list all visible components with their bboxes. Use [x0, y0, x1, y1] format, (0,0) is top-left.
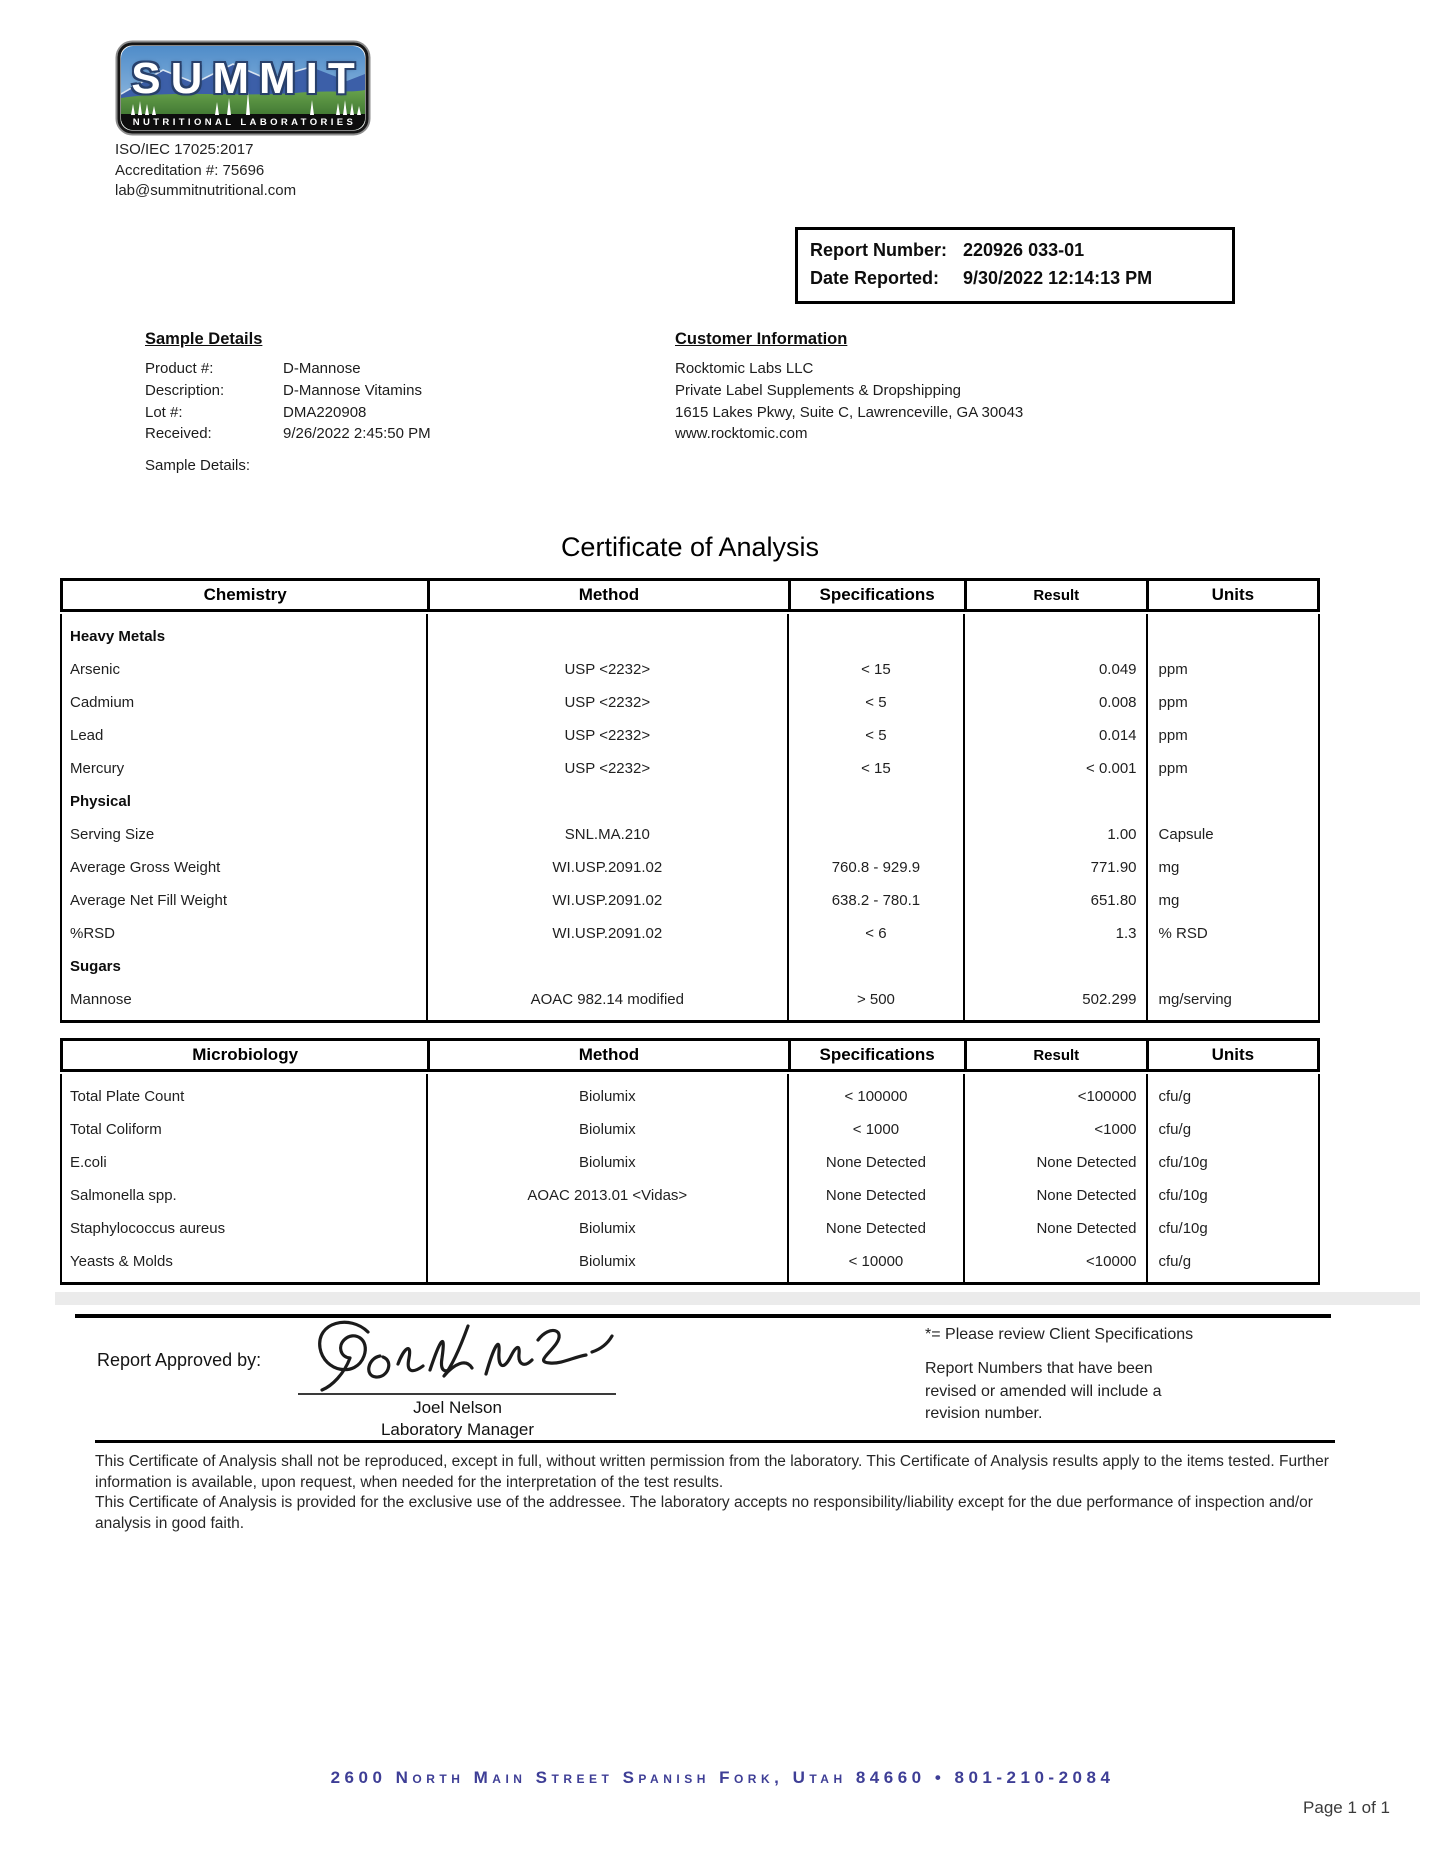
disclaimer-paragraph-2: This Certificate of Analysis is provided for the exclusive use of the addressee. The laboratory accepts no responsibility/liability except for the due performance of inspection and/or analysis in good faith.: [95, 1494, 1313, 1532]
customer-information-section: [675, 330, 1023, 445]
table-row: [62, 851, 1318, 884]
lot-label: Lot #:: [145, 403, 183, 421]
column-divider: [426, 614, 428, 1020]
cell-result: None Detected: [1036, 1154, 1137, 1171]
table-row: [62, 1080, 1318, 1113]
cell-name: Staphylococcus aureus: [70, 1220, 226, 1237]
accreditation-number: Accreditation #: 75696: [115, 161, 265, 179]
cell-name: %RSD: [70, 925, 116, 942]
lab-address-footer: 2600 North Main Street Spanish Fork, Utah 84660 • 801-210-2084: [330, 1768, 1115, 1787]
table-row: [62, 719, 1318, 752]
received-row: [145, 423, 431, 445]
cell-units: cfu/10g: [1158, 1154, 1208, 1171]
method-header-cell: Method: [427, 1041, 787, 1069]
cell-method: USP <2232>: [564, 727, 651, 744]
divider-rule-bottom: [95, 1440, 1335, 1443]
approver-name: Joel Nelson: [413, 1398, 502, 1417]
column-divider: [1146, 614, 1148, 1020]
table-row: [62, 983, 1318, 1016]
table-row: [62, 653, 1318, 686]
column-divider: [787, 614, 789, 1020]
product-label: Product #:: [145, 360, 214, 377]
cell-name: Heavy Metals: [70, 628, 166, 645]
cell-method: WI.USP.2091.02: [552, 859, 663, 876]
cell-name: Total Plate Count: [70, 1088, 185, 1105]
cell-result: 771.90: [1090, 859, 1137, 876]
cell-spec: < 15: [861, 661, 891, 678]
description-label: Description:: [145, 381, 225, 399]
cell-result: 0.049: [1098, 661, 1137, 678]
cell-spec: 638.2 - 780.1: [831, 892, 921, 909]
units-header-cell: Units: [1146, 581, 1317, 609]
logo-tagline: NUTRITIONAL LABORATORIES: [132, 117, 357, 128]
cell-result: 502.299: [1082, 991, 1137, 1008]
product-row: [145, 358, 431, 380]
cell-units: cfu/g: [1158, 1088, 1192, 1105]
cell-units: cfu/g: [1158, 1253, 1192, 1270]
cell-spec: < 5: [865, 727, 887, 744]
cell-name: Lead: [70, 727, 104, 744]
logo-wordmark: SUMMIT: [131, 54, 365, 103]
cell-result: 1.3: [1115, 925, 1137, 942]
date-reported-label: Date Reported:: [810, 267, 940, 288]
customer-tagline: Private Label Supplements & Dropshipping: [675, 381, 962, 399]
column-divider: [1146, 1074, 1148, 1282]
cell-name: E.coli: [70, 1154, 107, 1171]
cell-method: WI.USP.2091.02: [552, 892, 663, 909]
cell-result: <10000: [1086, 1253, 1137, 1270]
cell-units: ppm: [1158, 694, 1188, 711]
table-row: [62, 1146, 1318, 1179]
cell-units: ppm: [1158, 661, 1188, 678]
cell-spec: < 5: [865, 694, 887, 711]
column-divider: [963, 614, 965, 1020]
cell-spec: < 15: [861, 760, 891, 777]
cell-name: Salmonella spp.: [70, 1187, 177, 1204]
page-indicator: Page 1 of 1: [1303, 1798, 1390, 1817]
table-section-row: [62, 620, 1318, 653]
cell-method: Biolumix: [578, 1088, 636, 1105]
result-header-cell: Result: [964, 581, 1146, 609]
cell-method: Biolumix: [578, 1253, 636, 1270]
report-approved-label: Report Approved by:: [97, 1350, 262, 1370]
cell-result: 651.80: [1090, 892, 1137, 909]
lab-email: lab@summitnutritional.com: [115, 182, 297, 200]
description-value: D-Mannose Vitamins: [283, 381, 422, 399]
cell-name: Total Coliform: [70, 1121, 162, 1138]
cell-result: <1000: [1094, 1121, 1137, 1138]
date-reported-value: 9/30/2022 12:14:13 PM: [963, 267, 1153, 288]
cell-spec: < 1000: [852, 1121, 900, 1138]
cell-spec: None Detected: [825, 1220, 926, 1237]
customer-address: 1615 Lakes Pkwy, Suite C, Lawrenceville, GA 30043: [675, 403, 1024, 421]
cell-name: Mercury: [70, 760, 125, 777]
date-reported-row: [810, 265, 1220, 293]
cell-spec: > 500: [856, 991, 895, 1008]
cell-name: Serving Size: [70, 826, 155, 843]
table-row: [62, 1245, 1318, 1278]
cell-name: Physical: [70, 793, 131, 810]
sample-details-extra-label: Sample Details:: [145, 457, 251, 474]
cell-name: Average Net Fill Weight: [70, 892, 228, 909]
accreditation-block: [115, 140, 296, 202]
specifications-header-cell: Specifications: [788, 581, 964, 609]
table-row: [62, 1212, 1318, 1245]
lot-row: [145, 402, 431, 424]
report-number-value: 220926 033-01: [963, 240, 1085, 260]
chemistry-header-cell: Chemistry: [203, 585, 287, 604]
table-section-row: [62, 950, 1318, 983]
client-spec-note: *= Please review Client Specifications: [925, 1326, 1194, 1343]
cell-units: cfu/10g: [1158, 1220, 1208, 1237]
cell-method: AOAC 982.14 modified: [530, 991, 684, 1008]
cell-units: mg: [1158, 892, 1180, 909]
cell-method: USP <2232>: [564, 760, 651, 777]
units-header-cell: Units: [1146, 1041, 1317, 1069]
iso-line: ISO/IEC 17025:2017: [115, 141, 254, 158]
table-row: [62, 1179, 1318, 1212]
report-number-label: Report Number:: [810, 240, 948, 260]
column-divider: [426, 1074, 428, 1282]
cell-method: USP <2232>: [564, 694, 651, 711]
cell-result: 0.008: [1098, 694, 1137, 711]
cell-units: ppm: [1158, 727, 1188, 744]
cell-result: None Detected: [1036, 1187, 1137, 1204]
column-divider: [787, 1074, 789, 1282]
column-divider: [963, 1074, 965, 1282]
cell-units: Capsule: [1158, 826, 1214, 843]
cell-spec: None Detected: [825, 1187, 926, 1204]
sample-details-section: [145, 330, 431, 445]
table-row: [62, 884, 1318, 917]
product-value: D-Mannose: [283, 360, 361, 377]
result-header-cell: Result: [964, 1041, 1146, 1069]
revision-note: Report Numbers that have been revised or amended will include a revision number.: [925, 1360, 1162, 1423]
microbiology-table-body: [60, 1074, 1320, 1285]
cell-result: 0.014: [1098, 727, 1137, 744]
cell-name: Yeasts & Molds: [70, 1253, 173, 1270]
cell-method: Biolumix: [578, 1220, 636, 1237]
cell-units: cfu/10g: [1158, 1187, 1208, 1204]
cell-spec: None Detected: [825, 1154, 926, 1171]
cell-spec: < 100000: [844, 1088, 908, 1105]
microbiology-header-cell: Microbiology: [192, 1045, 299, 1064]
cell-units: cfu/g: [1158, 1121, 1192, 1138]
cell-units: % RSD: [1158, 925, 1208, 942]
cell-method: Biolumix: [578, 1154, 636, 1171]
cell-result: <100000: [1077, 1088, 1137, 1105]
chemistry-table-body: [60, 614, 1320, 1023]
description-row: [145, 380, 431, 402]
disclaimer-paragraph-1: This Certificate of Analysis shall not be reproduced, except in full, without written permission from the laboratory. This Certificate of Analysis results apply to the items tested. Further information is available, upon request, when needed for the interpretation of the test results.: [95, 1453, 1329, 1491]
signature-scribble: [290, 1312, 620, 1397]
sample-details-heading: Sample Details: [145, 330, 263, 348]
cell-name: Average Gross Weight: [70, 859, 221, 876]
disclaimer-block: [95, 1452, 1357, 1534]
microbiology-table-header: [60, 1038, 1320, 1072]
lot-value: DMA220908: [283, 403, 367, 421]
chemistry-table-header: [60, 578, 1320, 612]
table-row: [62, 917, 1318, 950]
received-label: Received:: [145, 425, 212, 443]
customer-name: Rocktomic Labs LLC: [675, 360, 814, 377]
table-row: [62, 752, 1318, 785]
signature-line: [298, 1393, 616, 1395]
cell-units: mg: [1158, 859, 1180, 876]
cell-spec: < 10000: [848, 1253, 904, 1270]
certificate-title: Certificate of Analysis: [560, 532, 820, 562]
cell-method: WI.USP.2091.02: [552, 925, 663, 942]
approver-title: Laboratory Manager: [380, 1420, 535, 1439]
divider-rule-top: [75, 1314, 1331, 1318]
report-number-row: [810, 237, 1220, 265]
customer-information-heading: Customer Information: [675, 330, 848, 348]
table-row: [62, 1113, 1318, 1146]
cell-result: 1.00: [1107, 826, 1137, 843]
received-value: 9/26/2022 2:45:50 PM: [283, 425, 431, 443]
cell-spec: < 6: [865, 925, 887, 942]
cell-name: Arsenic: [70, 661, 121, 678]
signature-image: [290, 1312, 620, 1397]
table-row: [62, 686, 1318, 719]
cell-method: Biolumix: [578, 1121, 636, 1138]
cell-result: None Detected: [1036, 1220, 1137, 1237]
summit-logo: [115, 40, 371, 136]
cell-name: Cadmium: [70, 694, 135, 711]
cell-name: Mannose: [70, 991, 132, 1008]
specifications-header-cell: Specifications: [788, 1041, 964, 1069]
cell-method: SNL.MA.210: [564, 826, 650, 843]
cell-units: ppm: [1158, 760, 1188, 777]
scan-shadow-band: [55, 1292, 1420, 1305]
cell-method: AOAC 2013.01 <Vidas>: [527, 1187, 688, 1204]
cell-result: < 0.001: [1086, 760, 1137, 777]
method-header-cell: Method: [427, 581, 787, 609]
cell-spec: 760.8 - 929.9: [831, 859, 921, 876]
cell-name: Sugars: [70, 958, 121, 975]
cell-method: USP <2232>: [564, 661, 651, 678]
cell-units: mg/serving: [1158, 991, 1232, 1008]
report-info-box: [795, 227, 1235, 304]
customer-website: www.rocktomic.com: [675, 425, 808, 443]
table-row: [62, 818, 1318, 851]
table-section-row: [62, 785, 1318, 818]
